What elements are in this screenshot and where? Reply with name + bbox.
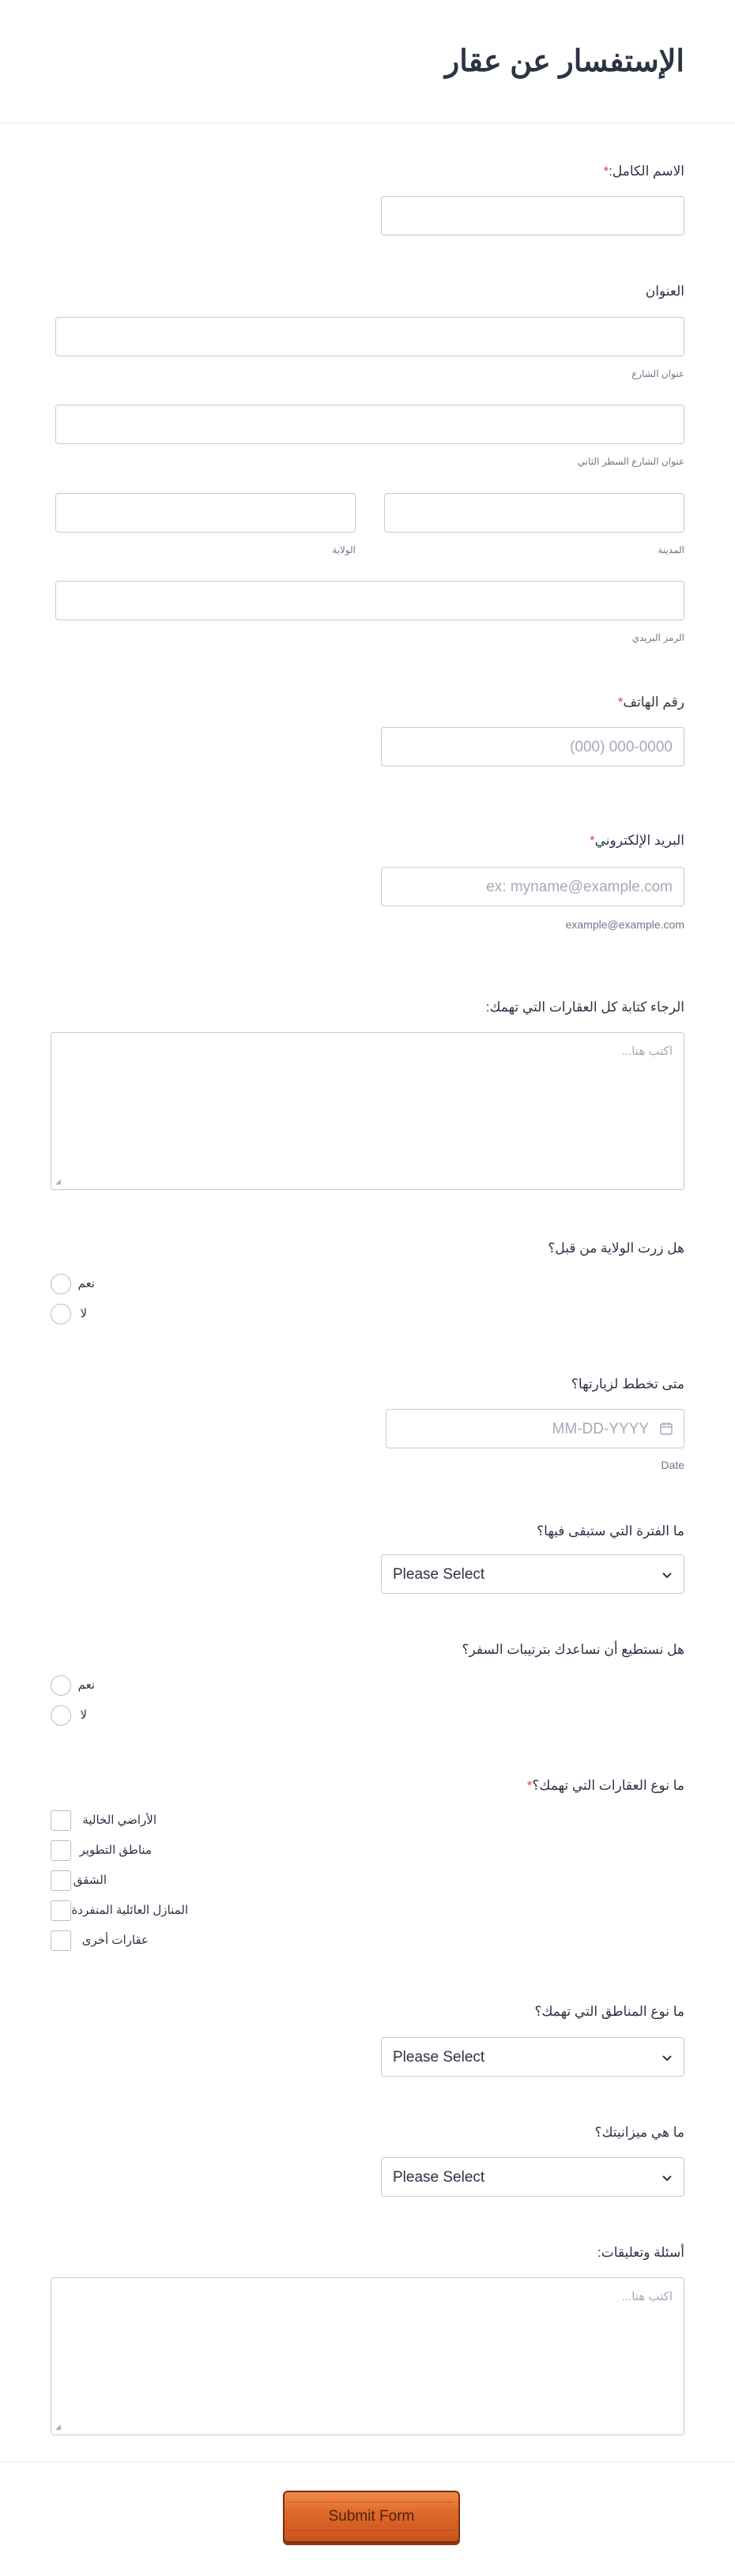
budget-select[interactable] (381, 2157, 684, 2197)
properties-textarea[interactable] (51, 1032, 684, 1190)
phone-input[interactable] (381, 727, 684, 766)
required-mark: * (589, 833, 595, 848)
visit-date-label: متى تخطط لزيارتها؟ (571, 1377, 684, 1392)
area-types-value: Please Select (393, 2049, 485, 2066)
budget-value: Please Select (393, 2169, 485, 2186)
travel-help-no-radio[interactable] (51, 1705, 71, 1726)
visited-no-radio[interactable] (51, 1304, 71, 1324)
resize-handle-icon[interactable]: ◢ (55, 2423, 61, 2431)
resize-handle-icon[interactable]: ◢ (55, 1177, 61, 1185)
email-input[interactable] (381, 867, 684, 906)
stay-period-value: Please Select (393, 1566, 485, 1583)
phone-label (618, 695, 684, 710)
property-type-label-vacant-land: الأراضي الخالية (82, 1813, 156, 1827)
travel-help-yes-radio[interactable] (51, 1675, 71, 1696)
property-type-label-other: عقارات أخرى (81, 1934, 149, 1947)
wood-grain (289, 2530, 454, 2531)
area-types-select[interactable] (381, 2037, 684, 2077)
state-sublabel: الولاية (332, 544, 356, 555)
stay-period-select[interactable] (381, 1554, 684, 1594)
chevron-down-icon (660, 2171, 674, 2185)
chevron-down-icon (660, 1568, 674, 1582)
chevron-down-icon (660, 2051, 674, 2065)
full-name-input[interactable] (381, 196, 684, 235)
travel-help-yes-label: نعم (77, 1678, 95, 1692)
email-placeholder: ex: myname@example.com (486, 879, 673, 895)
property-type-checkbox-vacant-land[interactable] (51, 1810, 71, 1831)
phone-placeholder: (000) 000-0000 (570, 739, 673, 755)
form-title: الإستفسار عن عقار (444, 45, 684, 78)
budget-label: ما هي ميزانيتك؟ (594, 2125, 684, 2140)
email-label (590, 833, 684, 849)
email-label-text: البريد الإلكتروني (594, 833, 684, 848)
comments-placeholder: اكتب هنا... (621, 2290, 673, 2303)
visit-date-input[interactable] (386, 1409, 684, 1448)
property-types-label (527, 1778, 684, 1794)
wood-grain (289, 2502, 454, 2503)
address-label: العنوان (645, 284, 684, 299)
properties-label: الرجاء كتابة كل العقارات التي تهمك: (485, 1000, 684, 1015)
property-types-label-text: ما نوع العقارات التي تهمك؟ (532, 1778, 684, 1793)
zip-code-sublabel: الرمز البريدي (631, 632, 684, 643)
property-type-label-development: مناطق التطوير (79, 1843, 152, 1857)
property-type-checkbox-other[interactable] (51, 1930, 71, 1951)
comments-textarea[interactable] (51, 2277, 684, 2435)
required-mark: * (603, 164, 609, 179)
property-type-checkbox-apartments[interactable] (51, 1870, 71, 1891)
city-input[interactable] (384, 493, 684, 533)
properties-placeholder: اكتب هنا... (621, 1045, 673, 1058)
required-mark: * (526, 1778, 533, 1793)
calendar-icon[interactable] (658, 1421, 674, 1437)
header-divider (0, 122, 735, 123)
required-mark: * (617, 695, 624, 710)
property-type-checkbox-single-family[interactable] (51, 1900, 71, 1921)
city-sublabel: المدينة (658, 544, 684, 555)
zip-code-input[interactable] (55, 581, 684, 620)
visit-date-sublabel: Date (661, 1459, 684, 1471)
property-type-checkbox-development[interactable] (51, 1840, 71, 1861)
area-types-label: ما نوع المناطق التي تهمك؟ (534, 2004, 684, 2019)
stay-period-label: ما الفترة التي ستبقى فيها؟ (537, 1523, 684, 1538)
footer-divider (0, 2461, 735, 2462)
comments-label: أسئلة وتعليقات: (597, 2245, 684, 2260)
submit-button-label: Submit Form (328, 2508, 415, 2525)
street-address-line2-input[interactable] (55, 405, 684, 444)
property-type-label-apartments: الشقق (73, 1874, 107, 1887)
visited-yes-label: نعم (77, 1277, 95, 1290)
submit-button[interactable] (283, 2491, 460, 2543)
state-input[interactable] (55, 493, 356, 533)
street-address-line2-sublabel: عنوان الشارع السطر الثاني (577, 456, 684, 467)
visited-no-label: لا (80, 1307, 87, 1320)
visited-yes-radio[interactable] (51, 1274, 71, 1294)
visited-label: هل زرت الولاية من قبل؟ (548, 1241, 684, 1256)
travel-help-no-label: لا (80, 1708, 87, 1722)
full-name-label-text: الاسم الكامل: (609, 164, 684, 179)
street-address-input[interactable] (55, 317, 684, 356)
street-address-sublabel: عنوان الشارع (631, 368, 684, 379)
property-type-label-single-family: المنازل العائلية المنفردة (71, 1904, 188, 1917)
visit-date-placeholder: MM-DD-YYYY (552, 1421, 649, 1437)
email-sublabel: example@example.com (565, 918, 684, 931)
full-name-label (604, 164, 685, 179)
travel-help-label: هل نستطيع أن نساعدك بترتيبات السفر؟ (462, 1642, 684, 1657)
phone-label-text: رقم الهاتف (623, 695, 684, 710)
